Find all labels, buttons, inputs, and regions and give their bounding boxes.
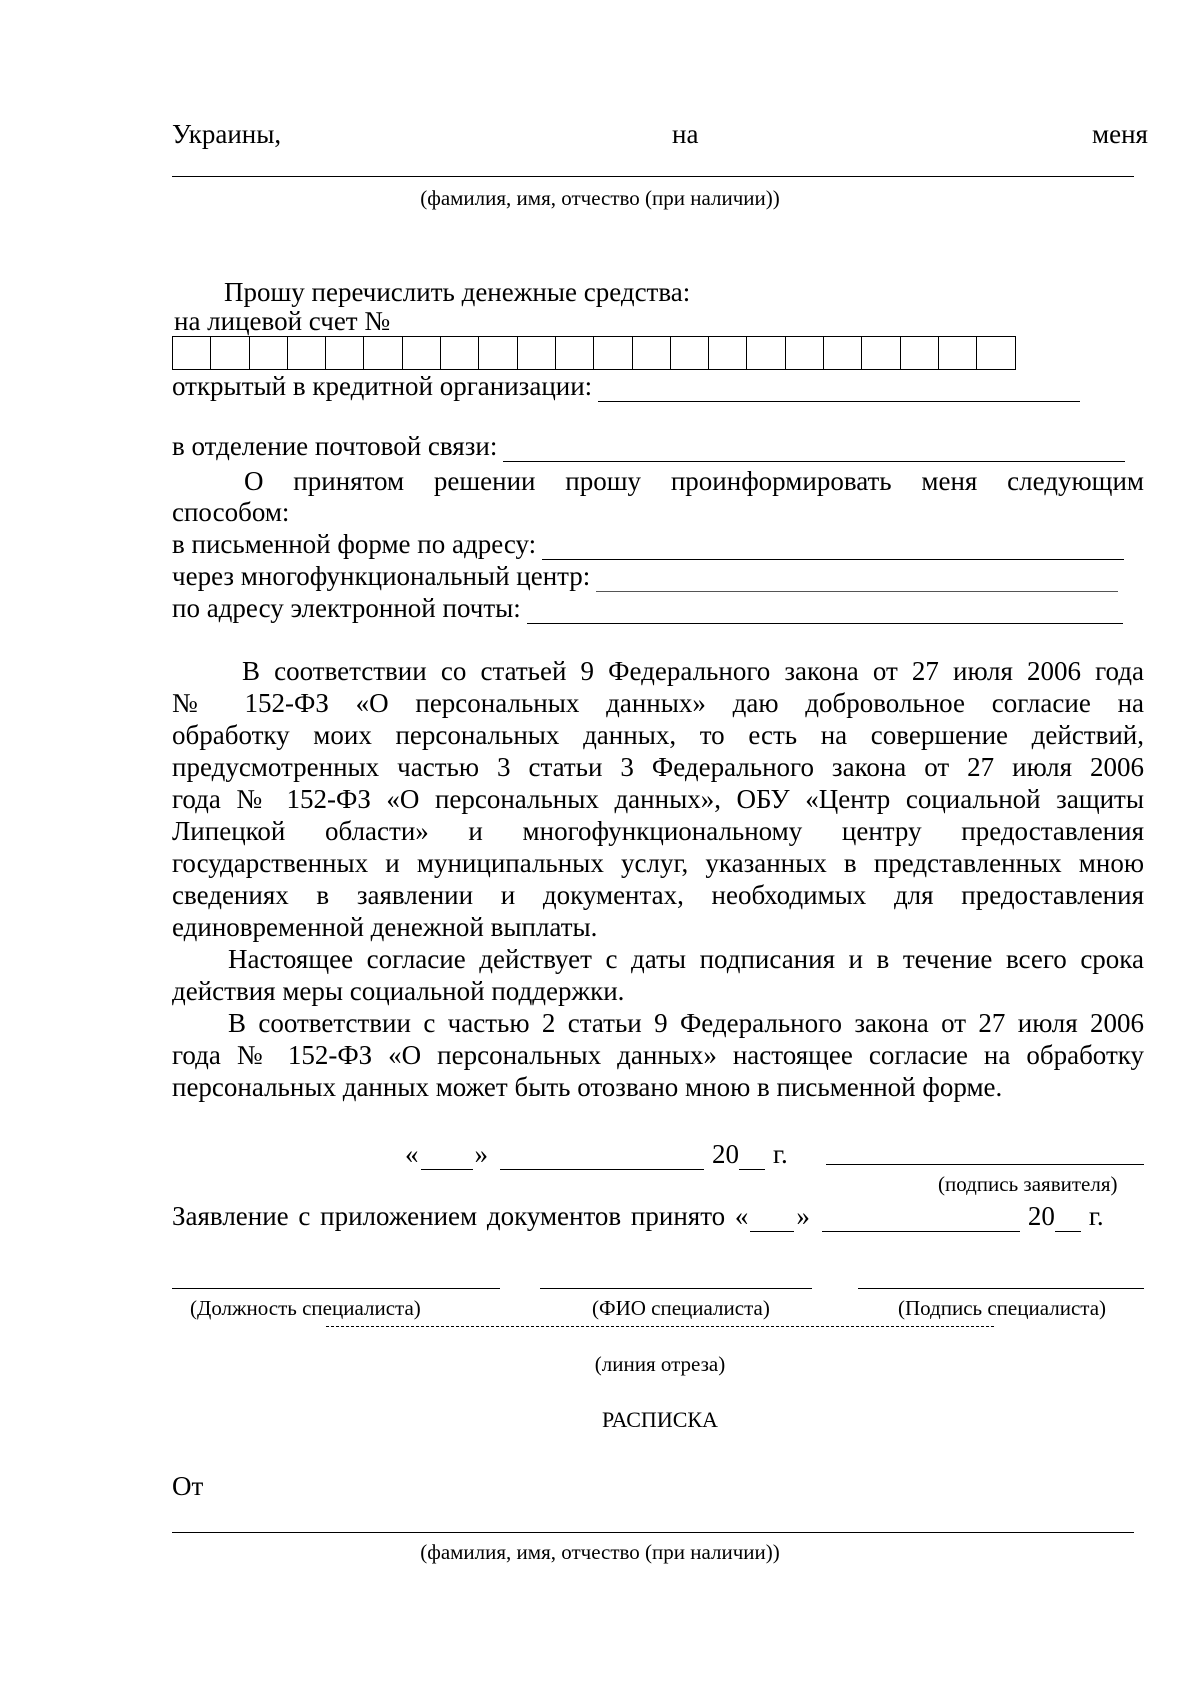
written-label: в письменной форме по адресу: — [172, 529, 537, 559]
specialist-fio-caption: (ФИО специалиста) — [592, 1296, 770, 1320]
consent-p1-line5: года № 152-ФЗ «О персональных данных», ОБУ «Центр социальной защиты — [172, 784, 1144, 814]
specialist-fio-line[interactable] — [540, 1288, 812, 1289]
account-digit-box[interactable] — [862, 337, 900, 369]
cut-line — [326, 1326, 994, 1327]
consent-p1-line9: единовременной денежной выплаты. — [172, 912, 598, 942]
signature-date-row: « » 20 г. — [405, 1139, 788, 1169]
consent-p1-line3: обработку моих персональных данных, то есть на совершение действий, — [172, 720, 1144, 750]
specialist-position-line[interactable] — [172, 1288, 500, 1289]
account-digit-box[interactable] — [364, 337, 402, 369]
bank-row — [172, 370, 1080, 402]
accepted-day-field[interactable] — [750, 1205, 794, 1232]
consent-p1-line6: Липецкой области» и многофункциональному центру предоставления — [172, 816, 1144, 846]
account-label: на лицевой счет № — [174, 306, 391, 336]
account-digit-box[interactable] — [747, 337, 785, 369]
email-field[interactable] — [527, 597, 1123, 624]
mfc-label: через многофункциональный центр: — [172, 561, 591, 591]
account-digit-box[interactable] — [901, 337, 939, 369]
header-word-menya: меня — [1092, 119, 1148, 149]
consent-p1-line2: № 152-ФЗ «О персональных данных» даю добровольное согласие на — [172, 688, 1144, 718]
account-digit-box[interactable] — [671, 337, 709, 369]
inform-line1: О принятом решении прошу проинформировать меня следующим — [244, 466, 1144, 496]
consent-p3-line2: года № 152-ФЗ «О персональных данных» настоящее согласие на обработку — [172, 1040, 1144, 1070]
account-digit-box[interactable] — [518, 337, 556, 369]
post-label: в отделение почтовой связи: — [172, 431, 498, 461]
signature-day-field[interactable] — [421, 1143, 473, 1170]
header-word-na: на — [672, 119, 699, 149]
cut-caption: (линия отреза) — [594, 1352, 726, 1376]
specialist-sign-caption: (Подпись специалиста) — [898, 1296, 1107, 1320]
account-digit-box[interactable] — [977, 337, 1015, 369]
inform-line2: способом: — [172, 497, 290, 527]
specialist-position-caption: (Должность специалиста) — [190, 1296, 421, 1320]
account-digit-box[interactable] — [594, 337, 632, 369]
consent-p1-line4: предусмотренных частью 3 статьи 3 Федерального закона от 27 июля 2006 — [172, 752, 1144, 782]
signature-year-field[interactable] — [739, 1143, 765, 1170]
fio-caption: (фамилия, имя, отчество (при наличии)) — [420, 186, 780, 210]
consent-p3-line3: персональных данных может быть отозвано мною в письменной форме. — [172, 1072, 1003, 1102]
account-digit-box[interactable] — [403, 337, 441, 369]
mfc-row — [172, 560, 1118, 592]
accepted-text: Заявление с приложением документов принято « — [172, 1201, 749, 1231]
email-row — [172, 592, 1123, 624]
bank-field[interactable] — [598, 375, 1080, 402]
applicant-signature-caption: (подпись заявителя) — [938, 1172, 1118, 1196]
written-address-field[interactable] — [542, 533, 1124, 560]
consent-p1-line8: сведениях в заявлении и документах, необходимых для предоставления — [172, 880, 1144, 910]
accepted-year-field[interactable] — [1055, 1205, 1081, 1232]
consent-p2-line1: Настоящее согласие действует с даты подписания и в течение всего срока — [228, 944, 1144, 974]
fio-line[interactable] — [172, 176, 1134, 177]
accepted-month-field[interactable] — [822, 1205, 1020, 1232]
account-digit-box[interactable] — [633, 337, 671, 369]
account-digit-box[interactable] — [211, 337, 249, 369]
consent-p1-line7: государственных и муниципальных услуг, указанных в представленных мною — [172, 848, 1144, 878]
email-label: по адресу электронной почты: — [172, 593, 521, 623]
account-digit-box[interactable] — [939, 337, 977, 369]
receipt-title: РАСПИСКА — [602, 1407, 718, 1432]
written-row — [172, 528, 1124, 560]
specialist-sign-line[interactable] — [858, 1288, 1144, 1289]
transfer-request: Прошу перечислить денежные средства: — [224, 277, 691, 307]
account-digit-box[interactable] — [326, 337, 364, 369]
post-office-field[interactable] — [503, 435, 1125, 462]
receipt-from-label: От — [172, 1471, 204, 1501]
mfc-field[interactable] — [596, 565, 1118, 592]
consent-p2-line2: действия меры социальной поддержки. — [172, 976, 625, 1006]
bank-label: открытый в кредитной организации: — [172, 371, 593, 401]
consent-p1-line1: В соответствии со статьей 9 Федерального закона от 27 июля 2006 года — [242, 656, 1144, 686]
account-digit-box[interactable] — [824, 337, 862, 369]
account-number-boxes[interactable] — [172, 336, 1016, 370]
account-digit-box[interactable] — [173, 337, 211, 369]
account-digit-box[interactable] — [709, 337, 747, 369]
applicant-signature-line[interactable] — [826, 1164, 1144, 1165]
receipt-fio-caption: (фамилия, имя, отчество (при наличии)) — [420, 1540, 780, 1564]
header-word-ukrainy: Украины, — [172, 119, 282, 149]
account-digit-box[interactable] — [250, 337, 288, 369]
account-digit-box[interactable] — [556, 337, 594, 369]
account-digit-box[interactable] — [479, 337, 517, 369]
accepted-row: Заявление с приложением документов принято « » 20 г. — [172, 1201, 1104, 1231]
post-row — [172, 430, 1125, 462]
receipt-fio-line[interactable] — [172, 1532, 1134, 1533]
account-digit-box[interactable] — [441, 337, 479, 369]
signature-month-field[interactable] — [500, 1143, 704, 1170]
consent-p3-line1: В соответствии с частью 2 статьи 9 Федерального закона от 27 июля 2006 — [228, 1008, 1144, 1038]
account-digit-box[interactable] — [288, 337, 326, 369]
account-digit-box[interactable] — [786, 337, 824, 369]
